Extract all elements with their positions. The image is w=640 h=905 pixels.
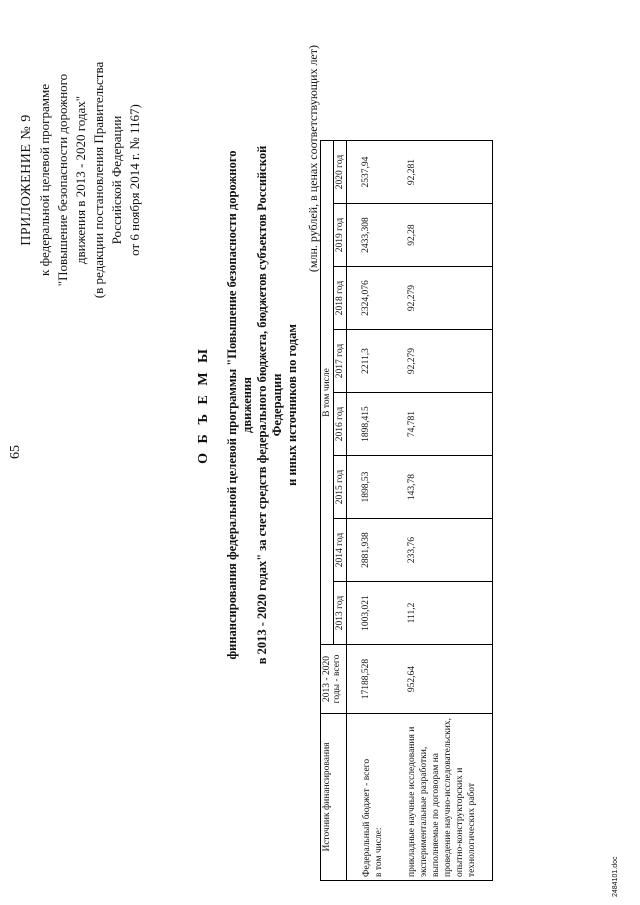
header-year: 2019 год: [334, 204, 347, 267]
row-value: 1898,53: [347, 456, 406, 519]
header-source: Источник финансирования: [321, 714, 347, 881]
row-value: 143,78: [405, 456, 493, 519]
appendix-line: движения в 2013 - 2020 годах": [73, 95, 88, 265]
table-row: [347, 141, 406, 881]
appendix-line: (в редакции постановления Правительства: [91, 61, 106, 299]
row-value: 1003,021: [347, 582, 406, 645]
financing-table: [320, 140, 493, 881]
document-reference: 2484101.doc: [612, 856, 619, 897]
row-source-label: Федеральный бюджет - всего: [362, 758, 372, 877]
row-value: 111,2: [405, 582, 493, 645]
header-year: 2014 год: [334, 519, 347, 582]
header-total: 2013 - 2020 годы - всего: [321, 645, 347, 714]
row-value: 92,279: [405, 330, 493, 393]
row-value: 74,781: [405, 393, 493, 456]
row-total: 952,64: [405, 645, 493, 714]
header-year: 2015 год: [334, 456, 347, 519]
appendix-line: от 6 ноября 2014 г. № 1167): [127, 104, 142, 256]
row-total: 17188,528: [347, 645, 406, 714]
appendix-line: "Повышение безопасности дорожного: [55, 73, 70, 287]
page-number: 65: [8, 445, 23, 459]
row-source-label: прикладные научные исследования и экспериментальные разработки, выполняемые по договорам на проведение научно-исследовательских, опытно-конструкторских и технологических работ: [405, 714, 493, 881]
row-value: 2537,94: [347, 141, 406, 204]
row-source-sub: в том числе:: [374, 827, 384, 877]
units-note: (млн. рублей, в ценах соответствующих лет): [306, 45, 320, 273]
row-value: 2211,3: [347, 330, 406, 393]
row-value: 233,76: [405, 519, 493, 582]
row-value: 2324,076: [347, 267, 406, 330]
header-year: 2013 год: [334, 582, 347, 645]
table-row: [405, 141, 493, 881]
appendix-line: к федеральной целевой программе: [37, 84, 52, 276]
row-value: 92,28: [405, 204, 493, 267]
heading-line: и иных источников по годам: [285, 324, 299, 486]
header-including: В том числе: [321, 141, 334, 645]
header-year: 2016 год: [334, 393, 347, 456]
appendix-line: Российской Федерации: [109, 115, 124, 245]
row-value: 1898,415: [347, 393, 406, 456]
row-value: 2881,938: [347, 519, 406, 582]
heading-title: О Б Ъ Е М Ы: [196, 346, 211, 464]
appendix-title: ПРИЛОЖЕНИЕ № 9: [19, 114, 34, 246]
row-value: 92,279: [405, 267, 493, 330]
document-heading: [196, 125, 300, 685]
header-year: 2018 год: [334, 267, 347, 330]
header-year: 2020 год: [334, 141, 347, 204]
heading-line: в 2013 - 2020 годах" за счет средств федерального бюджета, бюджетов субъектов Российской Федерации: [255, 145, 284, 665]
row-value: 2433,308: [347, 204, 406, 267]
header-year: 2017 год: [334, 330, 347, 393]
heading-line: финансирования федеральной целевой программы "Повышение безопасности дорожного движения: [225, 150, 254, 660]
appendix-block: [18, 15, 144, 345]
row-source: [347, 714, 406, 881]
row-value: 92,281: [405, 141, 493, 204]
